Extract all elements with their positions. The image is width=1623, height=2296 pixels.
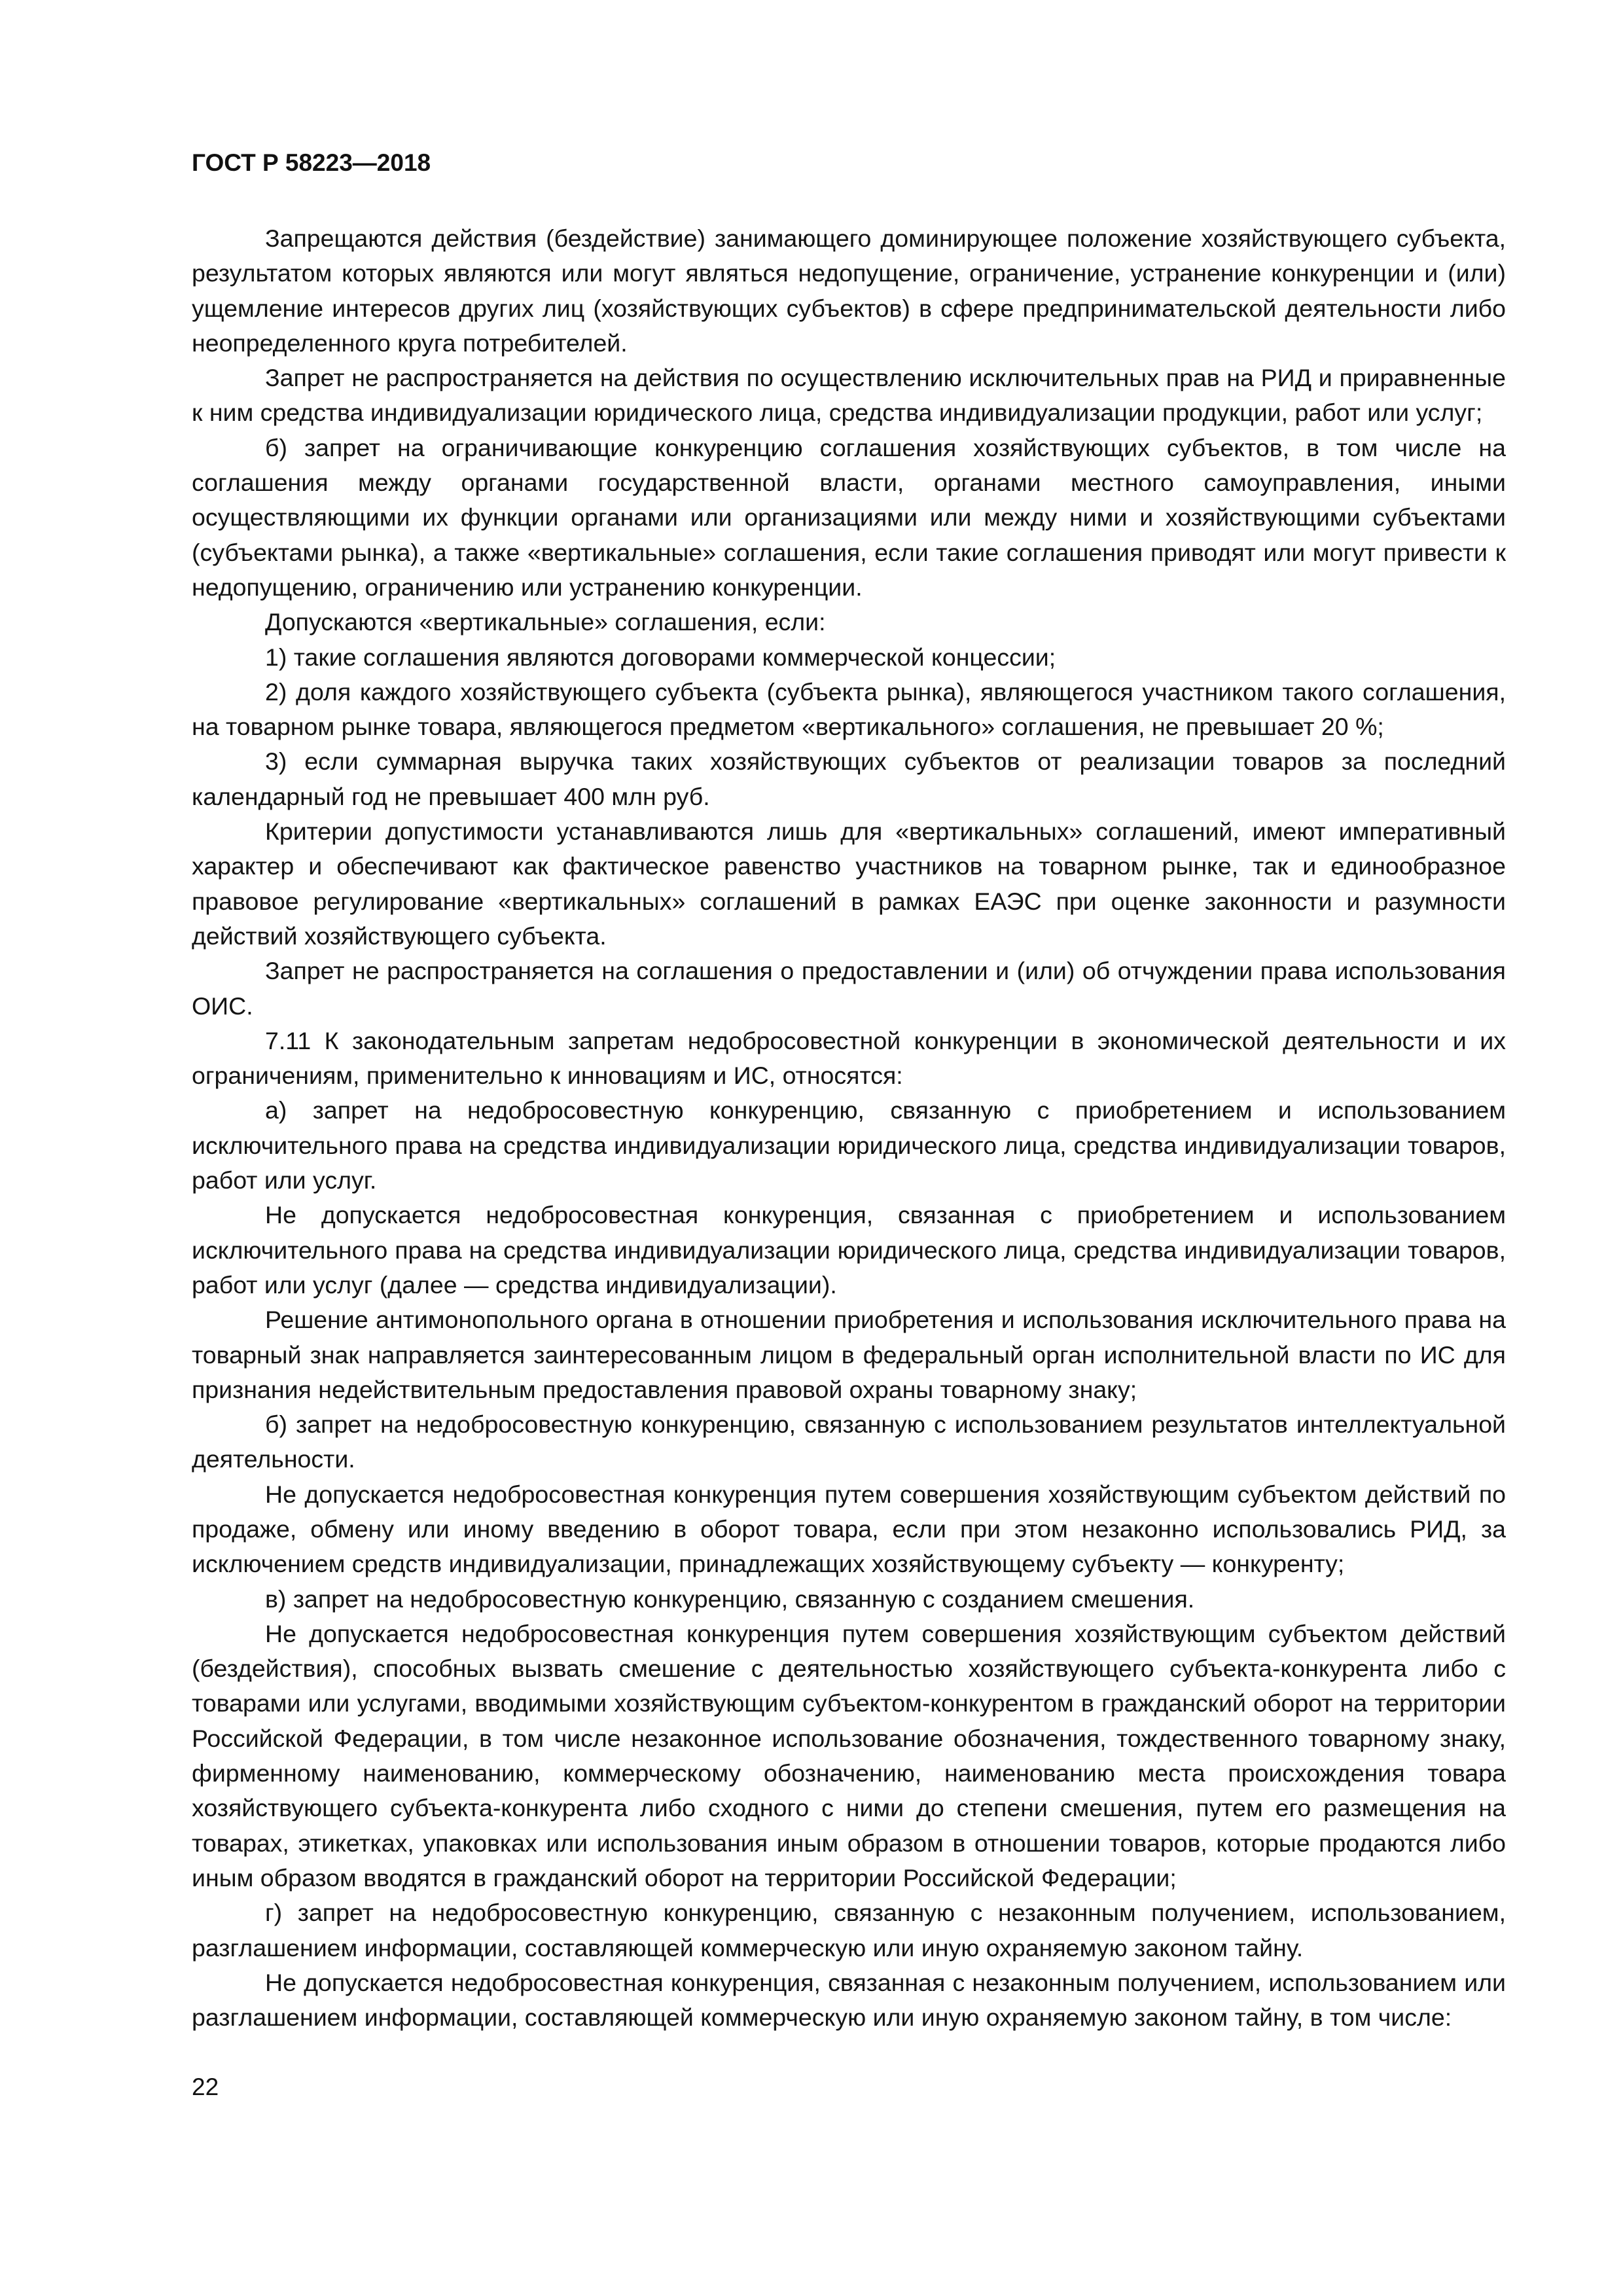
paragraph: 2) доля каждого хозяйствующего субъекта (субъекта рынка), являющегося участником такого соглашения, на товарном рынке товара, являющегося предметом «вертикального» соглашения, не превышает 20 %; <box>192 677 1506 741</box>
paragraph: 3) если суммарная выручка таких хозяйствующих субъектов от реализации товаров за последний календарный год не превышает 400 млн руб. <box>192 747 1506 810</box>
paragraph: в) запрет на недобросовестную конкуренцию, связанную с созданием смешения. <box>265 1585 1195 1613</box>
paragraph: а) запрет на недобросовестную конкуренцию, связанную с приобретением и использованием исключительного права на средства индивидуализации юридического лица, средства индивидуализации товаров, работ или услуг. <box>192 1096 1506 1194</box>
paragraph: Запрещаются действия (бездействие) занимающего доминирующее положение хозяйствующего субъекта, результатом которых являются или могут являться недопущение, ограничение, устранение конкуренции и (или) ущемление интересов других лиц (хозяйствующих субъектов) в сфере предпринимательской деятельности либо неопределенного круга потребителей. <box>192 224 1506 357</box>
paragraph: Решение антимонопольного органа в отношении приобретения и использования исключительного права на товарный знак направляется заинтересованным лицом в федеральный орган исполнительной власти по ИС для признания недействительным предоставления правовой охраны товарному знаку; <box>192 1306 1506 1403</box>
paragraph: г) запрет на недобросовестную конкуренцию, связанную с незаконным получением, использованием, разглашением информации, составляющей коммерческую или иную охраняемую законом тайну. <box>192 1899 1506 1962</box>
paragraph: Не допускается недобросовестная конкуренция путем совершения хозяйствующим субъектом действий по продаже, обмену или иному введению в оборот товара, если при этом незаконно использовались РИД, за исключением средств индивидуализации, принадлежащих хозяйствующему субъекту — конкуренту; <box>192 1480 1506 1578</box>
paragraph: 7.11 К законодательным запретам недобросовестной конкуренции в экономической деятельности и их ограничениям, применительно к инновациям и ИС, относятся: <box>192 1026 1506 1090</box>
paragraph: 1) такие соглашения являются договорами коммерческой концессии; <box>265 643 1056 671</box>
paragraph: Запрет не распространяется на соглашения о предоставлении и (или) об отчуждении права использования ОИС. <box>192 957 1506 1020</box>
paragraph: Не допускается недобросовестная конкуренция, связанная с приобретением и использованием исключительного права на средства индивидуализации юридического лица, средства индивидуализации товаров, работ или услуг (далее — средства индивидуализации). <box>192 1201 1506 1299</box>
paragraph: Не допускается недобросовестная конкуренция, связанная с незаконным получением, использованием или разглашением информации, составляющей коммерческую или иную охраняемую законом тайну, в том числе: <box>192 1968 1506 2032</box>
paragraph: Запрет не распространяется на действия по осуществлению исключительных прав на РИД и приравненные к ним средства индивидуализации юридического лица, средства индивидуализации продукции, работ или услуг; <box>192 364 1506 427</box>
standard-header: ГОСТ Р 58223—2018 <box>192 149 431 176</box>
paragraph: Критерии допустимости устанавливаются лишь для «вертикальных» соглашений, имеют императивный характер и обеспечивают как фактическое равенство участников на товарном рынке, так и единообразное правовое регулирование «вертикальных» соглашений в рамках ЕАЭС при оценке законности и разумности действий хозяйствующего субъекта. <box>192 817 1506 950</box>
paragraph: Не допускается недобросовестная конкуренция путем совершения хозяйствующим субъектом действий (бездействия), способных вызвать смешение с деятельностью хозяйствующего субъекта-конкурента либо с товарами или услугами, вводимыми хозяйствующим субъектом-конкурентом в гражданский оборот на территории Российской Федерации, в том числе незаконное использование обозначения, тождественного товарному знаку, фирменному наименованию, коммерческому обозначению, наименованию места происхождения товара хозяйствующего субъекта-конкурента либо сходного с ними до степени смешения, путем его размещения на товарах, этикетках, упаковках или использования иным образом в отношении товаров, которые продаются либо иным образом вводятся в гражданский оборот на территории Российской Федерации; <box>192 1619 1506 1892</box>
paragraph: Допускаются «вертикальные» соглашения, если: <box>265 608 826 636</box>
paragraph: б) запрет на недобросовестную конкуренцию, связанную с использованием результатов интеллектуальной деятельности. <box>192 1410 1506 1473</box>
body-text <box>192 221 1506 2035</box>
page-number: 22 <box>192 2073 219 2100</box>
paragraph: б) запрет на ограничивающие конкуренцию соглашения хозяйствующих субъектов, в том числе на соглашения между органами государственной власти, органами местного самоуправления, иными осуществляющими их функции органами или организациями или между ними и хозяйствующими субъектами (субъектами рынка), а также «вертикальные» соглашения, если такие соглашения приводят или могут привести к недопущению, ограничению или устранению конкуренции. <box>192 433 1506 601</box>
